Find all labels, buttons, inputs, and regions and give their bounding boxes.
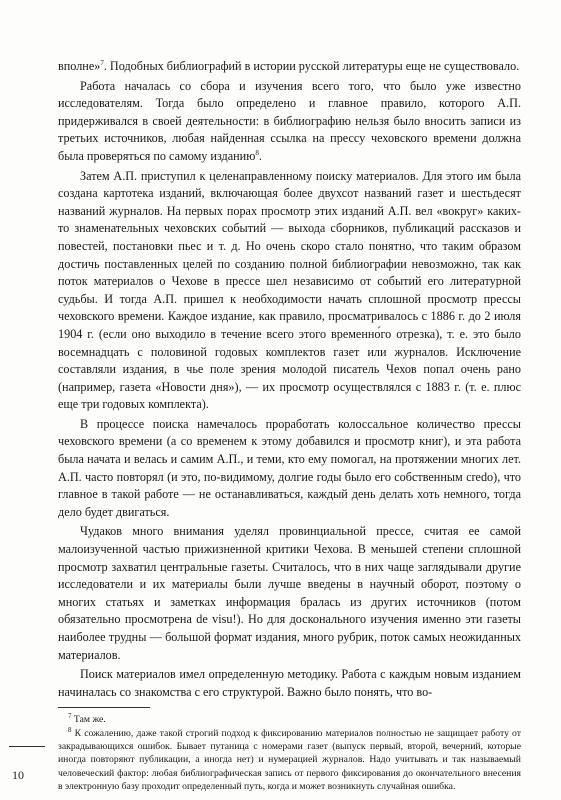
- footnote-ref-7[interactable]: 7: [100, 58, 104, 67]
- main-text: [58, 58, 521, 793]
- footnote-divider: [58, 707, 150, 708]
- paragraph-text: . Подобных библиографий в истории русской литературы еще не существовало.: [103, 59, 520, 73]
- footnote-number: 7: [68, 712, 72, 721]
- paragraph-text: Работа началась со сбора и изучения всего того, что было уже известно исследователям. Тогда было определено и главное правило, которого А.П. придерживался в своей деятельности: в библиографию нельзя было вносить записи из третьих источников, любая найденная ссылка на прессу чеховского времени должна была проверяться по самому изданию: [58, 78, 521, 163]
- footnote-text: Там же.: [71, 714, 106, 726]
- paragraph-text: Затем А.П. приступил к целенаправленному поиску материалов. Для этого им была создана картотека изданий, включающая более двухсот названий газет и шестьдесят названий журналов. На первых порах просмотр этих изданий А.П. вел «вокруг» каких-то знаменательных чеховских событий — выхода сборников, публикаций рассказов и повестей, постановки пьес и т. д. Но очень скоро стало понятно, что таким образом достичь поставленных целей по созданию полной библиографии невозможно, так как поток материалов о Чехове в прессе шел независимо от событий его литературной судьбы. И тогда А.П. пришел к необходимости начать сплошной просмотр прессы чеховского времени. Каждое издание, как правило, просматривалось с 1886 г. до 2 июля 1904 г. (если оно выходило в течение всего этого временно́го отрезка), т. е. это было восемнадцать с половиной годовых комплектов газет или журналов. Исключение составляли издания, в чье поле зрения молодой писатель Чехов попал очень рано (например, газета «Новости дня»), — их просмотр осуществлялся с 1883 г. (т. е. плюс еще три годовых комплекта).: [58, 168, 521, 412]
- paragraph-5: [58, 523, 521, 664]
- footnote-7: [58, 713, 521, 726]
- footnote-ref-8[interactable]: 8: [255, 148, 259, 157]
- paragraph-text: Поиск материалов имел определенную методику. Работа с каждым новым изданием начиналась со знакомства с его структурой. Важно было понять, что во-: [58, 667, 521, 699]
- margin-rule: [9, 746, 45, 747]
- paragraph-2: [58, 78, 521, 166]
- paragraph-text: В процессе поиска намечалось проработать колоссальное количество прессы чеховского времени (а со временем к этому добавился и просмотр книг), и эта работа была начата и велась и самим А.П., и теми, кто ему помогал, на протяжении многих лет. А.П. часто повторял (и это, по-видимому, долгие годы было его собственным credo), что главное в такой работе — не останавливаться, каждый день делать хоть немного, тогда дело будет двигаться.: [58, 416, 521, 519]
- page-number: 10: [12, 768, 24, 782]
- paragraph-text: Чудаков много внимания уделял провинциальной прессе, считая ее самой малоизученной частью прижизненной критики Чехова. В меньшей степени сплошной просмотр захватил центральные газеты. Считалось, что в них чаще заглядывали другие исследователи и их материалы были лучше введены в научный оборот, поэтому о многих статьях и заметках информация бралась из других источников (потом обязательно просмотрена de visu!). Но для досконального изучения именно эти газеты наиболее трудны — большой формат издания, много рубрик, поток самых неожиданных материалов.: [58, 524, 521, 662]
- footnote-8: [58, 727, 521, 793]
- paragraph-1: [58, 58, 521, 76]
- paragraph-text: вполне»: [58, 59, 101, 73]
- footnote-number: 8: [68, 725, 72, 734]
- paragraph-4: [58, 416, 521, 522]
- footnote-text: К сожалению, даже такой строгий подход к фиксированию материалов полностью не защищает работу от закрадывающихся ошибок. Бывает путаница с номерами газет (выпуск первый, второй, вечерний, которые иногда повторяют публикации, а иногда нет) и нумерацией журналов. Надо учитывать и так называемый человеческий фактор: любая библиографическая запись от первого фиксирования до окончательного внесения в электронную базу проходит определенный путь, когда и может возникнуть случайная ошибка.: [58, 727, 521, 792]
- paragraph-text: .: [258, 148, 262, 163]
- paragraph-3: [58, 168, 521, 414]
- paragraph-6: [58, 666, 521, 701]
